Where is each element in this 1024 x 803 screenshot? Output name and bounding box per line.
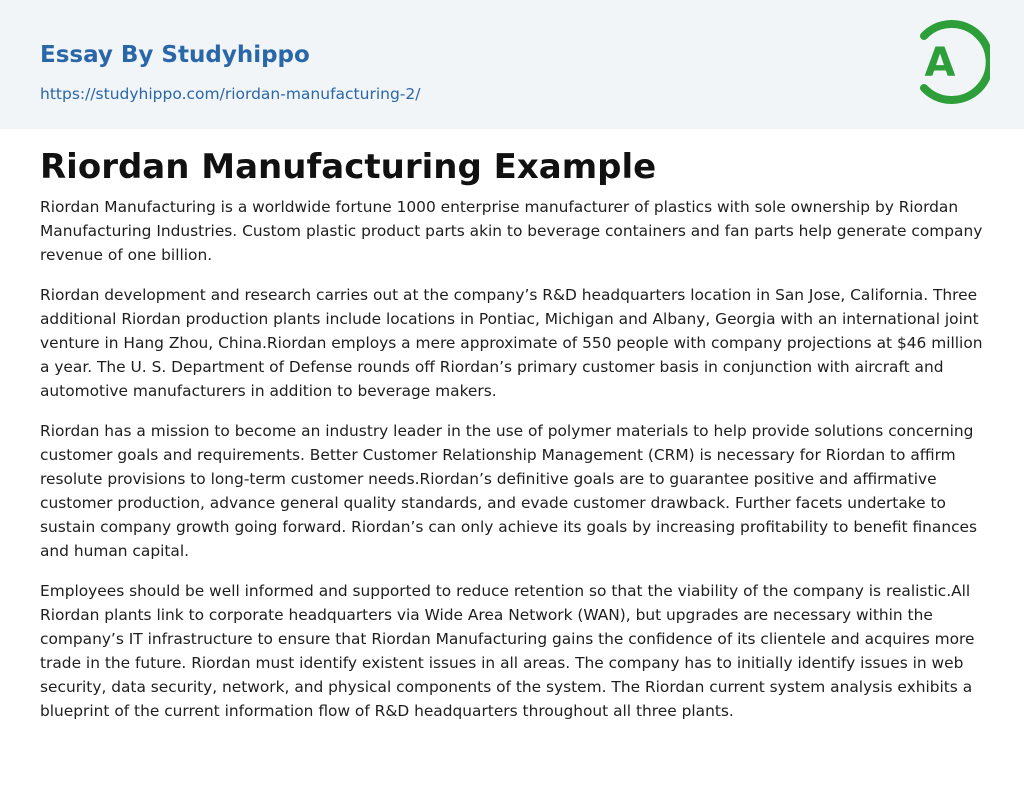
page-header <box>0 0 1024 129</box>
paragraph-4: Employees should be well informed and supported to reduce retention so that the viability of the company is realistic.All Riordan plants link to corporate headquarters via Wide Area Network (WAN), but upgrades are necessary within the company’s IT infrastructure to ensure that Riordan Manufacturing gains the confidence of its clientele and acquires more trade in the future. Riordan must identify existent issues in all areas. The company has to initially identify issues in web security, data security, network, and physical components of the system. The Riordan current system analysis exhibits a blueprint of the current information flow of R&D headquarters throughout all three plants. <box>40 582 975 720</box>
studyhippo-logo-icon[interactable] <box>906 16 990 108</box>
logo-letter: A <box>924 40 956 86</box>
paragraph-2: Riordan development and research carries out at the company’s R&D headquarters location in San Jose, California. Three additional Riordan production plants include locations in Pontiac, Michigan and Albany, Georgia with an international joint venture in Hang Zhou, China.Riordan employs a mere approximate of 550 people with company projections at $46 million a year. The U. S. Department of Defense rounds off Riordan’s primary customer basis in conjunction with aircraft and automotive manufacturers in addition to beverage makers. <box>40 286 983 400</box>
paragraph-1: Riordan Manufacturing is a worldwide fortune 1000 enterprise manufacturer of plastics with sole ownership by Riordan Manufacturing Industries. Custom plastic product parts akin to beverage containers and fan parts help generate company revenue of one billion. <box>40 198 983 264</box>
brand-title: Essay By Studyhippo <box>40 42 310 68</box>
article <box>40 143 984 739</box>
paragraph-3: Riordan has a mission to become an industry leader in the use of polymer materials to help provide solutions concerning customer goals and requirements. Better Customer Relationship Management (CRM) is necessary for Riordan to affirm resolute provisions to long-term customer needs.Riordan’s definitive goals are to guarantee positive and affirmative customer production, advance general quality standards, and evade customer drawback. Further facets undertake to sustain company growth going forward. Riordan’s can only achieve its goals by increasing profitability to benefit finances and human capital. <box>40 422 978 560</box>
source-url-link[interactable]: https://studyhippo.com/riordan-manufacturing-2/ <box>40 85 421 103</box>
page-title: Riordan Manufacturing Example <box>40 147 657 187</box>
